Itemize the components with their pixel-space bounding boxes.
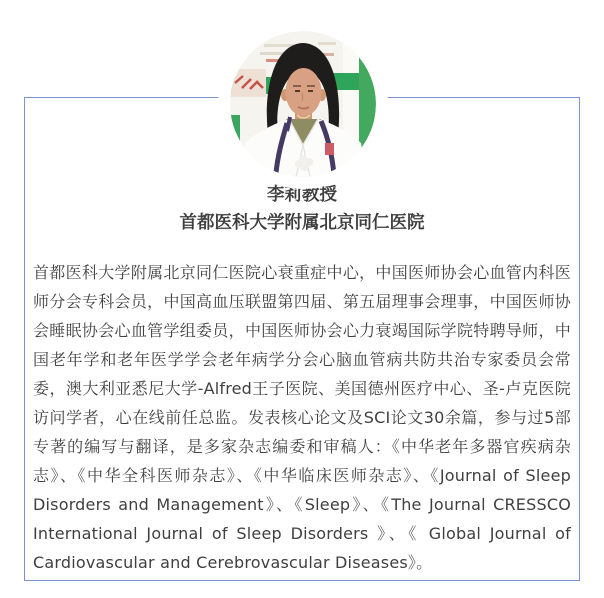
doctor-affiliation: 首都医科大学附属北京同仁医院	[179, 213, 425, 233]
doctor-photo-illustration	[230, 31, 376, 177]
doctor-bio: 首都医科大学附属北京同仁医院心衰重症中心，中国医师协会心血管内科医师分会专科会员，中国高血压联盟第四届、第五届理事会理事，中国医师协会睡眠协会心血管学组委员，中国医师协会心力衰竭国际学院特聘导师，中国老年学和老年医学学会老年病学分会心脑血管病共防共治专家委员会常委，澳大利亚悉尼大学-Alfred王子医院、美国德州医疗中心、圣-卢克医院访问学者，心在线前任总监。发表核心论文及SCI论文30余篇，参与过5部专著的编写与翻译，是多家杂志编委和审稿人：《中华老年多器官疾病杂志》、《中华全科医师杂志》、《中华临床医师杂志》、《Journal of Sleep Disorders and Management》、《Sleep》、《The Journal CRESSCO International Journal of Sleep Disorders 》、《 Global Journal of Cardiovascular and Cerebrovascular Diseases》。	[33, 263, 571, 572]
doctor-photo	[230, 31, 376, 177]
doctor-name: 李莉教授	[267, 185, 337, 205]
